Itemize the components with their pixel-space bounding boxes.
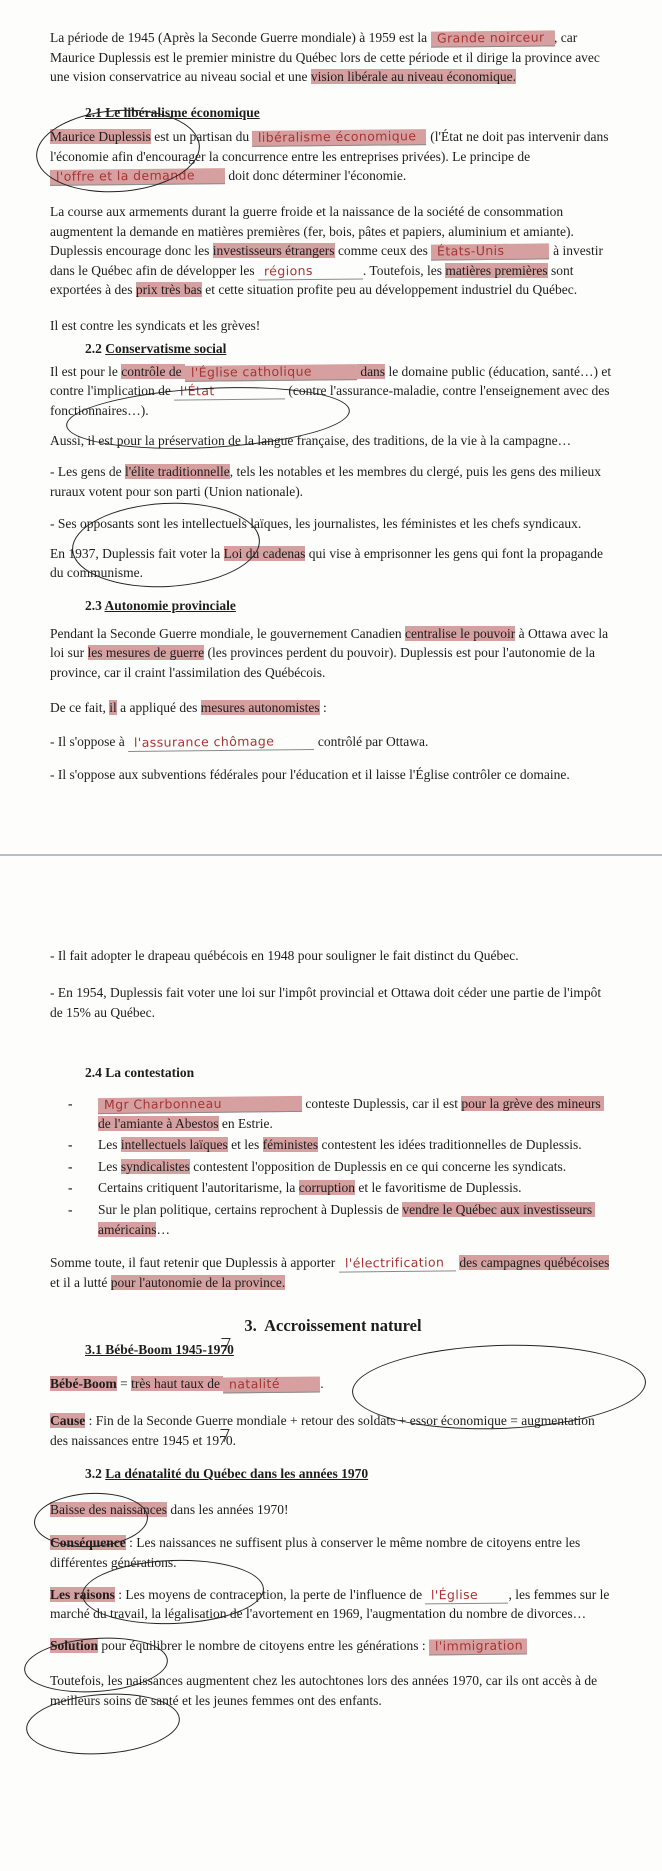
text-run: 3.1 Bébé-Boom 1945-19 — [85, 1342, 221, 1358]
handwritten-fill: l'offre et la demande — [50, 168, 225, 186]
text-run: doit donc déterminer l'économie. — [224, 168, 407, 184]
subsection-heading — [50, 339, 616, 359]
paragraph — [50, 765, 616, 785]
text-run: Aussi, il est pour la préservation de la langue française, des traditions, de la vie à la campagne… — [50, 432, 572, 448]
text-run: et cette situation profite peu au développement industriel du Québec. — [201, 282, 578, 298]
text-run: = — [116, 1375, 132, 1391]
paragraph — [50, 1671, 616, 1710]
text-run: 3. Accroissement naturel — [244, 1316, 422, 1336]
text-run: - Il fait adopter le drapeau québécois en 1948 pour souligner le fait distinct du Québec. — [50, 947, 519, 963]
highlighted-text: Loi du cadenas — [223, 545, 306, 561]
highlighted-text: prix très bas — [135, 282, 202, 298]
paragraph — [50, 462, 616, 501]
paragraph — [50, 127, 616, 186]
highlighted-text: Maurice Duplessis — [50, 129, 151, 145]
paragraph — [50, 514, 616, 534]
handwritten-fill: l'immigration — [429, 1638, 527, 1655]
bullet-marker: - — [68, 1180, 73, 1196]
list-item-text — [98, 1178, 616, 1198]
highlighted-text: des campagnes québécoises — [459, 1255, 610, 1271]
paragraph — [50, 732, 616, 752]
highlighted-text: Bébé-Boom — [50, 1375, 117, 1391]
highlighted-text: matières premières — [445, 262, 548, 278]
list-item-text — [98, 1200, 616, 1239]
paragraph — [50, 1253, 616, 1292]
handwritten-fill: l'électrification — [339, 1255, 456, 1273]
highlighted-text: centralise le pouvoir — [405, 625, 516, 641]
text-run: et les — [227, 1137, 263, 1153]
highlighted-text: pour la grève des mineurs de l'amiante à Abestos — [98, 1096, 605, 1131]
text-run: : Les moyens de contraception, la perte de l'influence de — [114, 1586, 426, 1602]
text-run: a appliqué des — [116, 700, 201, 716]
handwritten-fill: l'État — [174, 384, 285, 402]
text-run: Certains critiquent l'autoritarisme, la — [98, 1180, 299, 1196]
paragraph — [50, 362, 616, 421]
text-run: qui vise à emprisonner les gens qui font la propagande du communisme. — [50, 545, 607, 581]
text-run: De ce fait, — [50, 700, 110, 716]
list-item — [50, 1135, 616, 1155]
text-run: 2.4 La contestation — [85, 1064, 195, 1080]
text-run: 7 — [219, 1431, 226, 1451]
text-run: (les provinces perdent du pouvoir). Duplessis est pour l'autonomie de la province, car il craint l'assimilation des Québécois. — [50, 645, 599, 680]
handwritten-fill: Mgr Charbonneau — [98, 1096, 302, 1115]
text-run: conteste Duplessis, car il est — [301, 1096, 462, 1112]
handwritten-fill: l'Église — [425, 1587, 508, 1604]
text-run: - Les gens de — [50, 464, 125, 480]
text-run: Pendant la Seconde Guerre mondiale, le gouvernement Canadien — [50, 625, 406, 641]
text-run: (contre l'assurance-maladie, contre l'enseignement avec des fonctionnaires…). — [50, 383, 613, 418]
text-run: contestent les idées traditionnelles de Duplessis. — [318, 1137, 582, 1153]
text-run: Il est contre les syndicats et les grèves! — [50, 317, 261, 333]
text-run: En 1937, Duplessis fait voter la — [50, 545, 224, 561]
text-run: - En 1954, Duplessis fait voter une loi sur l'impôt provincial et Ottawa doit céder une partie de l'impôt de 15% au Québec. — [50, 985, 605, 1020]
list-item — [50, 1178, 616, 1198]
list-item-text — [98, 1157, 616, 1177]
text-run: 2.2 — [85, 341, 106, 357]
highlighted-text: corruption — [298, 1180, 355, 1196]
text-run: 0 — [227, 1342, 234, 1358]
text-run: à Ottawa avec la loi sur — [50, 625, 612, 661]
section-title — [50, 1314, 616, 1338]
text-run: 3.2 — [85, 1466, 106, 1482]
paragraph — [50, 698, 616, 718]
list-item — [50, 1094, 616, 1133]
list-item-text — [98, 1135, 616, 1155]
highlighted-text: pour l'autonomie de la province. — [110, 1274, 286, 1290]
bullet-marker: - — [68, 1201, 73, 1217]
text-run: et le favoritisme de Duplessis. — [355, 1180, 522, 1196]
highlighted-text: vendre le Québec aux investisseurs américains — [98, 1201, 596, 1237]
text-run: - Il s'oppose à — [50, 733, 129, 749]
paragraph — [50, 983, 616, 1022]
list-item-text — [98, 1094, 616, 1133]
text-run: , car Maurice Duplessis est le premier ministre du Québec lors de cette période et il dirige la province avec une vision conservatrice au niveau social et une — [50, 30, 604, 85]
text-run: : Fin de la Seconde Guerre mondiale + retour des soldats + essor économique = augmentation des naissances entre 1945 et 19 — [50, 1413, 599, 1448]
text-run: - Ses opposants sont les intellectuels laïques, les journalistes, les féministes et les chefs syndicaux. — [50, 516, 582, 532]
subsection-heading — [50, 1340, 616, 1360]
text-run: Somme toute, il faut retenir que Duplessis à apporter — [50, 1255, 339, 1271]
paragraph — [50, 202, 616, 300]
highlighted-text: il — [109, 700, 117, 716]
paragraph — [50, 431, 616, 451]
contestation-list — [50, 1094, 616, 1239]
paragraph — [50, 1500, 616, 1520]
text-run: et il a lutté — [50, 1255, 613, 1290]
text-run: est un partisan du — [150, 129, 253, 145]
highlighted-text: contrôle de — [121, 363, 185, 379]
text-run: : Les naissances ne suffisent plus à conserver le même nombre de citoyens entre les différentes générations. — [50, 1535, 584, 1571]
handwritten-fill: l'assurance chômage — [128, 734, 314, 752]
bullet-marker: - — [68, 1137, 73, 1153]
highlighted-text: syndicalistes — [120, 1158, 190, 1174]
text-run: Toutefois, les naissances augmentent chez les autochtones lors des années 1970, car ils ont accès à de meilleurs soins de santé et les jeunes femmes ont des enfants. — [50, 1673, 601, 1708]
text-run: 0. — [225, 1432, 236, 1448]
highlighted-text: féministes — [262, 1137, 319, 1153]
text-run: . Toutefois, les — [362, 262, 446, 278]
text-run: La période de 1945 (Après la Seconde Guerre mondiale) à 1959 est la — [50, 30, 431, 45]
subsection-heading — [50, 596, 616, 616]
highlighted-text: Solution — [50, 1637, 99, 1653]
paragraph — [50, 1636, 616, 1656]
highlighted-text: vision libérale au niveau économique. — [310, 69, 516, 85]
text-run: en Estrie. — [218, 1115, 273, 1131]
handwritten-fill: natalité — [223, 1376, 320, 1393]
handwritten-fill: États-Unis — [431, 243, 550, 261]
text-run: Sur le plan politique, certains reprochent à Duplessis de — [98, 1201, 403, 1217]
paragraph — [50, 1374, 616, 1394]
text-run: : — [319, 700, 327, 716]
text-run: à investir dans le Québec afin de développer les — [50, 243, 607, 278]
highlighted-text: Baisse des naissances — [50, 1501, 167, 1517]
text-run: Autonomie provinciale — [104, 597, 236, 613]
bullet-marker: - — [68, 1096, 73, 1112]
handwritten-fill: libéralisme économique — [252, 129, 427, 147]
highlighted-text: intellectuels laïques — [120, 1137, 228, 1153]
paragraph — [50, 624, 616, 683]
highlighted-text: dans — [356, 363, 386, 379]
text-run: 7 — [220, 1340, 227, 1360]
highlighted-text: mesures autonomistes — [200, 700, 320, 716]
text-run: La dénatalité du Québec dans les années 1970 — [105, 1466, 369, 1482]
page-break-divider — [0, 854, 662, 856]
highlighted-text: les mesures de guerre — [87, 645, 205, 661]
paragraph — [50, 28, 616, 87]
text-run: , tels les notables et les membres du clergé, puis les gens des milieux ruraux votent pour son parti (Union nationale). — [50, 464, 605, 499]
paragraph — [50, 1585, 616, 1624]
text-run: . — [320, 1375, 324, 1391]
text-run: sont exportées à des — [50, 262, 577, 298]
highlighted-text: investisseurs étrangers — [212, 243, 335, 259]
bullet-marker: - — [68, 1158, 73, 1174]
handwritten-fill: l'Église catholique — [185, 364, 357, 382]
text-run: Conservatisme social — [105, 341, 227, 357]
subsection-heading — [50, 1063, 616, 1083]
handwritten-fill: Grande noirceur — [430, 30, 554, 48]
text-run: La course aux armements durant la guerre froide et la naissance de la société de consommation augmentent la demande en matières premières (fer, bois, pâtes et papiers, aluminium et amiante). Duplessis encourage donc les — [50, 203, 578, 259]
highlighted-text: l'élite traditionnelle — [124, 464, 230, 480]
highlighted-text: très haut taux de — [131, 1375, 224, 1391]
paragraph — [50, 1411, 616, 1450]
list-item — [50, 1200, 616, 1239]
highlighted-text: Cause — [50, 1413, 86, 1429]
text-run: dans les années 1970! — [166, 1501, 289, 1517]
text-run: (l'État ne doit pas intervenir dans l'économie afin d'encourager la concurrence entre les entreprises privées). Le principe de — [50, 129, 612, 164]
text-run: contrôlé par Ottawa. — [314, 733, 429, 749]
text-run: - Il s'oppose aux subventions fédérales pour l'éducation et il laisse l'Église contrôler ce domaine. — [50, 767, 570, 783]
text-run: 2.3 — [85, 597, 105, 613]
text-run: comme ceux des — [334, 243, 432, 259]
paragraph — [50, 544, 616, 583]
subsection-heading — [50, 1464, 616, 1484]
text-run: 2.1 Le libéralisme économique — [85, 104, 260, 120]
handwritten-fill: régions — [258, 263, 363, 280]
list-item — [50, 1157, 616, 1177]
highlighted-text: Les raisons — [50, 1586, 115, 1602]
subsection-heading — [50, 103, 616, 123]
text-run: Il est pour le — [50, 363, 122, 379]
text-run: Les — [98, 1158, 121, 1174]
text-run: contestent l'opposition de Duplessis en ce qui concerne les syndicats. — [189, 1158, 567, 1174]
text-run: Les — [98, 1137, 121, 1153]
highlighted-text: Conséquence — [50, 1535, 126, 1551]
text-run: … — [156, 1221, 170, 1237]
text-run: le domaine public (éducation, santé…) et contre l'implication de — [50, 363, 615, 399]
paragraph — [50, 316, 616, 336]
text-run: pour équilibrer le nombre de citoyens entre les générations : — [98, 1637, 430, 1653]
paragraph — [50, 1533, 616, 1572]
paragraph — [50, 946, 616, 966]
text-run: , les femmes sur le marché du travail, la légalisation de l'avortement en 1969, l'augmentation du nombre de divorces… — [50, 1586, 613, 1622]
